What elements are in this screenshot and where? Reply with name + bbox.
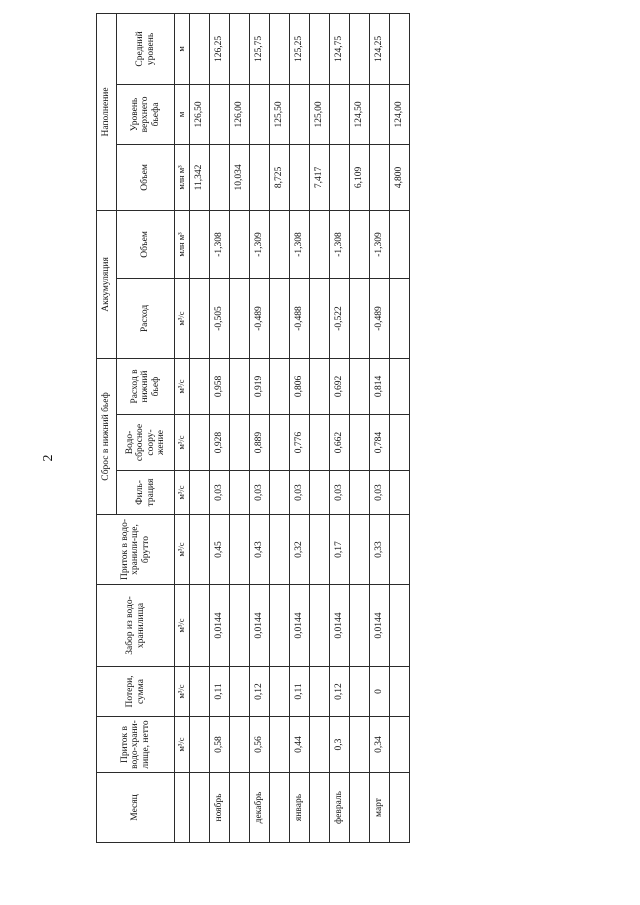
- table-row: [330, 13, 350, 842]
- cell-discharge-total: 0,806: [290, 358, 310, 414]
- units-cell: м³/с: [175, 667, 190, 717]
- cell-discharge-total: 0,692: [330, 358, 350, 414]
- cell-month: февраль: [330, 773, 350, 843]
- cell-inflow-net: [310, 717, 330, 773]
- cell-month: декабрь: [250, 773, 270, 843]
- reservoir-balance-table: [96, 13, 410, 843]
- cell-losses: 0: [370, 667, 390, 717]
- cell-mean-level: [270, 13, 290, 84]
- cell-acc-flow: [310, 278, 330, 358]
- cell-acc-flow: [230, 278, 250, 358]
- table-body: [190, 13, 410, 842]
- cell-inflow-gross: 0,43: [250, 515, 270, 585]
- table-row: [310, 13, 330, 842]
- header-fill-volume: Объем: [117, 144, 175, 210]
- cell-filtration: 0,03: [330, 471, 350, 515]
- cell-mean-level: [310, 13, 330, 84]
- cell-mean-level: 124,25: [370, 13, 390, 84]
- cell-inflow-net: [230, 717, 250, 773]
- cell-withdrawal: [350, 585, 370, 667]
- cell-withdrawal: 0,0144: [210, 585, 230, 667]
- units-cell: м³/с: [175, 585, 190, 667]
- cell-fill-volume: 10,034: [230, 144, 250, 210]
- table-row: [290, 13, 310, 842]
- table-row: [190, 13, 210, 842]
- cell-acc-flow: [390, 278, 410, 358]
- cell-inflow-gross: [230, 515, 250, 585]
- cell-inflow-gross: [190, 515, 210, 585]
- cell-spillway: [310, 415, 330, 471]
- cell-fill-volume: 4,800: [390, 144, 410, 210]
- cell-mean-level: 125,25: [290, 13, 310, 84]
- rotated-table-container: [96, 31, 405, 843]
- table-row: [390, 13, 410, 842]
- cell-filtration: [350, 471, 370, 515]
- cell-discharge-total: [390, 358, 410, 414]
- units-cell: м³/с: [175, 717, 190, 773]
- cell-month: [270, 773, 290, 843]
- cell-upper-level: 126,00: [230, 84, 250, 144]
- cell-losses: [310, 667, 330, 717]
- units-cell: м³/с: [175, 415, 190, 471]
- cell-inflow-net: 0,44: [290, 717, 310, 773]
- header-acc-volume: Объем: [117, 210, 175, 278]
- cell-upper-level: [250, 84, 270, 144]
- cell-filtration: 0,03: [290, 471, 310, 515]
- units-cell: млн м³: [175, 144, 190, 210]
- cell-discharge-total: 0,958: [210, 358, 230, 414]
- header-withdrawal: Забор из водо-хранилища: [97, 585, 175, 667]
- cell-acc-volume: [350, 210, 370, 278]
- cell-spillway: 0,662: [330, 415, 350, 471]
- cell-mean-level: 124,75: [330, 13, 350, 84]
- cell-upper-level: 125,00: [310, 84, 330, 144]
- cell-inflow-gross: 0,17: [330, 515, 350, 585]
- header-spillway: Водо-сбросное соору-жение: [117, 415, 175, 471]
- header-filtration: Филь-трация: [117, 471, 175, 515]
- table-row: [370, 13, 390, 842]
- cell-filtration: [270, 471, 290, 515]
- cell-upper-level: 126,50: [190, 84, 210, 144]
- cell-acc-volume: [270, 210, 290, 278]
- header-losses: Потери, сумма: [97, 667, 175, 717]
- cell-fill-volume: 11,342: [190, 144, 210, 210]
- cell-spillway: 0,889: [250, 415, 270, 471]
- units-cell: м: [175, 13, 190, 84]
- cell-upper-level: 124,50: [350, 84, 370, 144]
- cell-acc-volume: [190, 210, 210, 278]
- cell-inflow-gross: [310, 515, 330, 585]
- cell-upper-level: [370, 84, 390, 144]
- cell-filtration: [190, 471, 210, 515]
- header-discharge-total: Расход в нижний бьеф: [117, 358, 175, 414]
- cell-inflow-gross: 0,33: [370, 515, 390, 585]
- table-row: [230, 13, 250, 842]
- cell-inflow-net: [190, 717, 210, 773]
- header-inflow-gross: Приток в водо-хранили-ще, брутто: [97, 515, 175, 585]
- cell-spillway: [190, 415, 210, 471]
- cell-inflow-gross: 0,32: [290, 515, 310, 585]
- cell-fill-volume: [290, 144, 310, 210]
- cell-acc-volume: [310, 210, 330, 278]
- cell-fill-volume: [330, 144, 350, 210]
- cell-mean-level: [350, 13, 370, 84]
- units-cell: м³/с: [175, 358, 190, 414]
- cell-losses: [190, 667, 210, 717]
- units-row: [175, 13, 190, 842]
- cell-fill-volume: 6,109: [350, 144, 370, 210]
- cell-inflow-net: [270, 717, 290, 773]
- cell-acc-flow: -0,489: [370, 278, 390, 358]
- cell-spillway: [230, 415, 250, 471]
- table-row: [250, 13, 270, 842]
- cell-filtration: 0,03: [370, 471, 390, 515]
- cell-acc-volume: [230, 210, 250, 278]
- cell-fill-volume: 7,417: [310, 144, 330, 210]
- units-cell-month: [175, 773, 190, 843]
- table-row: [350, 13, 370, 842]
- cell-discharge-total: 0,919: [250, 358, 270, 414]
- cell-month: [350, 773, 370, 843]
- cell-month: январь: [290, 773, 310, 843]
- units-cell: м³/с: [175, 278, 190, 358]
- cell-acc-volume: -1,309: [370, 210, 390, 278]
- cell-fill-volume: [250, 144, 270, 210]
- cell-upper-level: 124,00: [390, 84, 410, 144]
- header-inflow-net: Приток в водо-храни-лище, нетто: [97, 717, 175, 773]
- cell-discharge-total: [350, 358, 370, 414]
- cell-withdrawal: [190, 585, 210, 667]
- table-row: [210, 13, 230, 842]
- cell-losses: [390, 667, 410, 717]
- cell-losses: [230, 667, 250, 717]
- units-cell: м³/с: [175, 515, 190, 585]
- cell-withdrawal: [390, 585, 410, 667]
- cell-inflow-net: [390, 717, 410, 773]
- cell-filtration: 0,03: [210, 471, 230, 515]
- cell-filtration: [390, 471, 410, 515]
- cell-losses: 0,11: [290, 667, 310, 717]
- cell-upper-level: [290, 84, 310, 144]
- cell-spillway: 0,784: [370, 415, 390, 471]
- cell-withdrawal: [310, 585, 330, 667]
- cell-month: [390, 773, 410, 843]
- cell-discharge-total: [230, 358, 250, 414]
- cell-discharge-total: [190, 358, 210, 414]
- cell-withdrawal: 0,0144: [290, 585, 310, 667]
- cell-mean-level: 126,25: [210, 13, 230, 84]
- cell-inflow-gross: [270, 515, 290, 585]
- cell-month: [310, 773, 330, 843]
- table-row: [270, 13, 290, 842]
- cell-acc-volume: [390, 210, 410, 278]
- cell-mean-level: [230, 13, 250, 84]
- header-accumulation-group: Аккумуляция: [97, 210, 117, 358]
- cell-inflow-net: [350, 717, 370, 773]
- cell-acc-flow: -0,488: [290, 278, 310, 358]
- cell-spillway: [390, 415, 410, 471]
- cell-discharge-total: [310, 358, 330, 414]
- cell-acc-volume: -1,308: [290, 210, 310, 278]
- cell-acc-volume: -1,309: [250, 210, 270, 278]
- cell-losses: 0,12: [250, 667, 270, 717]
- cell-discharge-total: [270, 358, 290, 414]
- cell-mean-level: 125,75: [250, 13, 270, 84]
- cell-withdrawal: 0,0144: [250, 585, 270, 667]
- cell-inflow-net: 0,58: [210, 717, 230, 773]
- units-cell: м: [175, 84, 190, 144]
- page-number: 2: [41, 454, 56, 462]
- cell-upper-level: [330, 84, 350, 144]
- cell-inflow-gross: [350, 515, 370, 585]
- cell-spillway: 0,928: [210, 415, 230, 471]
- cell-fill-volume: [210, 144, 230, 210]
- cell-mean-level: [390, 13, 410, 84]
- cell-acc-volume: -1,308: [330, 210, 350, 278]
- cell-filtration: [230, 471, 250, 515]
- cell-spillway: [270, 415, 290, 471]
- cell-month: [230, 773, 250, 843]
- cell-withdrawal: [230, 585, 250, 667]
- cell-losses: [270, 667, 290, 717]
- cell-filtration: 0,03: [250, 471, 270, 515]
- cell-filtration: [310, 471, 330, 515]
- cell-inflow-net: 0,34: [370, 717, 390, 773]
- cell-spillway: 0,776: [290, 415, 310, 471]
- cell-upper-level: [210, 84, 230, 144]
- header-upper-level: Уровень верхнего бьефа: [117, 84, 175, 144]
- cell-acc-flow: [270, 278, 290, 358]
- units-cell: м³/с: [175, 471, 190, 515]
- cell-inflow-net: 0,56: [250, 717, 270, 773]
- cell-withdrawal: 0,0144: [370, 585, 390, 667]
- cell-inflow-gross: 0,45: [210, 515, 230, 585]
- units-cell: млн м³: [175, 210, 190, 278]
- cell-month: [190, 773, 210, 843]
- cell-discharge-total: 0,814: [370, 358, 390, 414]
- cell-acc-flow: -0,522: [330, 278, 350, 358]
- cell-acc-flow: -0,489: [250, 278, 270, 358]
- header-mean-level: Средний уровень: [117, 13, 175, 84]
- cell-losses: 0,12: [330, 667, 350, 717]
- cell-withdrawal: [270, 585, 290, 667]
- cell-mean-level: [190, 13, 210, 84]
- cell-losses: [350, 667, 370, 717]
- header-acc-flow: Расход: [117, 278, 175, 358]
- cell-inflow-net: 0,3: [330, 717, 350, 773]
- cell-acc-flow: [350, 278, 370, 358]
- header-row-groups: [97, 13, 117, 842]
- cell-fill-volume: [370, 144, 390, 210]
- cell-withdrawal: 0,0144: [330, 585, 350, 667]
- cell-acc-flow: -0,505: [210, 278, 230, 358]
- cell-fill-volume: 8,725: [270, 144, 290, 210]
- header-discharge-group: Сброс в нижний бьеф: [97, 358, 117, 514]
- cell-inflow-gross: [390, 515, 410, 585]
- header-filling-group: Наполнение: [97, 13, 117, 210]
- cell-month: ноябрь: [210, 773, 230, 843]
- cell-acc-flow: [190, 278, 210, 358]
- cell-month: март: [370, 773, 390, 843]
- cell-spillway: [350, 415, 370, 471]
- cell-upper-level: 125,50: [270, 84, 290, 144]
- cell-losses: 0,11: [210, 667, 230, 717]
- header-month: Месяц: [97, 773, 175, 843]
- cell-acc-volume: -1,308: [210, 210, 230, 278]
